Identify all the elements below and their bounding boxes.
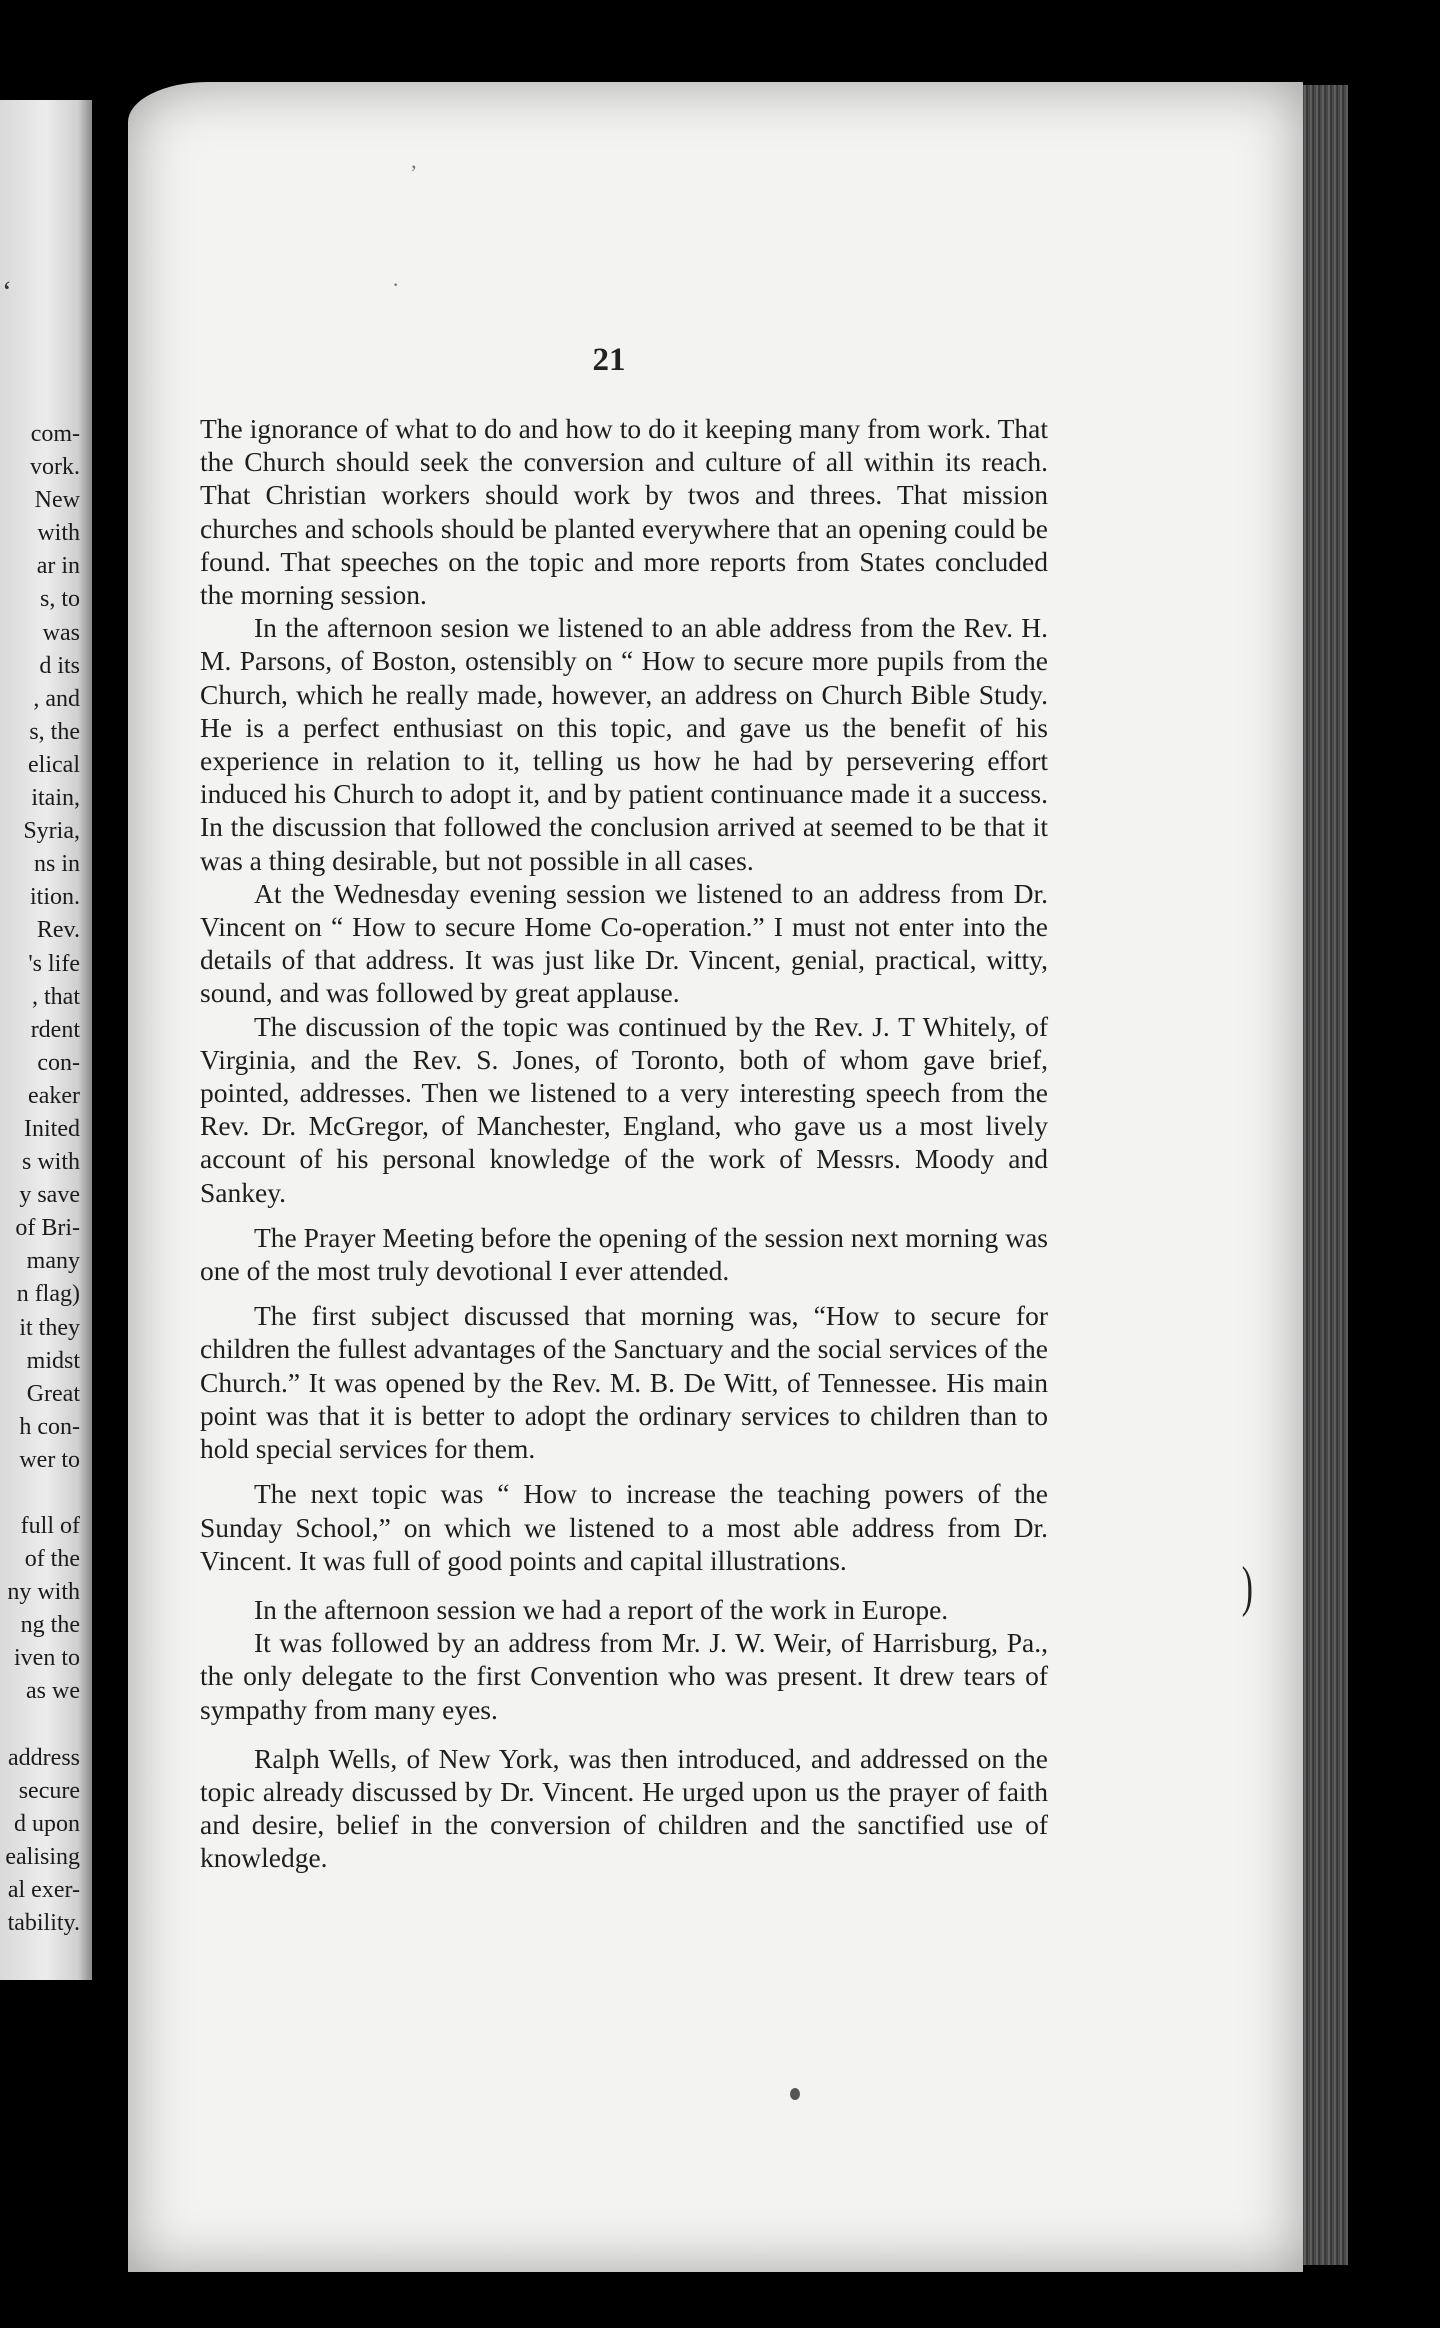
paragraph: The Prayer Meeting before the opening of the session next morning was one of the most truly devotional I ever attended. bbox=[200, 1221, 1048, 1287]
left-line: , and bbox=[33, 685, 80, 712]
left-line: ealising bbox=[5, 1843, 80, 1870]
ink-speck: ’ bbox=[410, 160, 418, 185]
paragraph: The first subject discussed that morning was, “How to secure for children the fullest advantages of the Sanctuary and the social services of the Church.” It was opened by the Rev. M. B. De Witt, of Tennessee. His main point was that it is better to adopt the ordinary services to children than to hold special services for them. bbox=[200, 1300, 1048, 1465]
left-paragraph-gap bbox=[0, 1709, 80, 1742]
paragraph: At the Wednesday evening session we listened to an address from Dr. Vincent on “ How to secure Home Co-operation.” I must not enter into the details of that address. It was just like Dr. Vincent, genial, practical, witty, sound, and was followed by great applause. bbox=[200, 877, 1048, 1009]
paragraph: It was followed by an address from Mr. J. W. Weir, of Harrisburg, Pa., the only delegate to the first Convention who was present. It drew tears of sympathy from many eyes. bbox=[200, 1627, 1048, 1725]
left-line: of the bbox=[24, 1546, 80, 1573]
left-line: 's life bbox=[28, 950, 80, 977]
left-line: Inited bbox=[24, 1115, 80, 1142]
left-line: ng the bbox=[20, 1612, 80, 1639]
left-line: , that bbox=[32, 983, 80, 1010]
paragraph: In the afternoon session we had a report of the work in Europe. bbox=[254, 1593, 949, 1625]
left-line: elical bbox=[28, 751, 80, 778]
paragraph: The next topic was “ How to increase the teaching powers of the Sunday School,” on which we listened to a most able address from Dr. Vincent. It was full of good points and capital illustrations. bbox=[200, 1478, 1048, 1576]
left-line: iven to bbox=[14, 1645, 80, 1672]
left-line: with bbox=[37, 520, 80, 547]
left-line: it they bbox=[19, 1314, 80, 1341]
paragraph: The discussion of the topic was continued by the Rev. J. T Whitely, of Virginia, and the Rev. S. Jones, of Toronto, both of whom gave brief, pointed, addresses. Then we listened to a very interesting speech from the Rev. Dr. McGregor, of Manchester, England, who gave us a most lively account of his personal knowledge of the work of Messrs. Moody and Sankey. bbox=[200, 1010, 1048, 1208]
left-line: s, the bbox=[29, 718, 80, 745]
left-line: y save bbox=[19, 1182, 80, 1209]
left-page-text-fragments bbox=[0, 418, 80, 1940]
left-line: ition. bbox=[29, 884, 80, 911]
left-line: con- bbox=[37, 1049, 80, 1076]
left-line: d upon bbox=[14, 1810, 80, 1837]
left-line: wer to bbox=[19, 1446, 80, 1473]
page-edges bbox=[1303, 85, 1348, 2265]
left-line: com- bbox=[30, 421, 80, 447]
ink-speck: · bbox=[392, 272, 400, 297]
left-line: al exer- bbox=[7, 1876, 80, 1903]
left-line: secure bbox=[18, 1777, 80, 1804]
paragraph: In the afternoon sesion we listened to an able address from the Rev. H. M. Parsons, of Boston, ostensibly on “ How to secure more pupils from the Church, which he really made, however, an address on Church Bible Study. He is a perfect enthusiast on this topic, and gave us the benefit of his experience in relation to it, telling us how he had by persevering effort induced his Church to adopt it, and by patient continuance made it a success. In the discussion that followed the conclusion arrived at seemed to be that it was a thing desirable, but not possible in all cases. bbox=[200, 612, 1048, 876]
left-line: midst bbox=[26, 1347, 80, 1374]
left-line: Rev. bbox=[36, 917, 80, 944]
left-line: was bbox=[42, 619, 80, 646]
left-line: h con- bbox=[19, 1413, 80, 1440]
left-line: eaker bbox=[28, 1082, 80, 1109]
left-line: New bbox=[34, 487, 80, 514]
left-line: many bbox=[26, 1248, 80, 1275]
left-line: address bbox=[8, 1744, 80, 1771]
left-line: as we bbox=[26, 1678, 80, 1705]
left-line: ny with bbox=[7, 1579, 80, 1606]
margin-bracket-mark: ) bbox=[1241, 1556, 1253, 1618]
left-line: Syria, bbox=[23, 818, 80, 845]
left-line: itain, bbox=[31, 785, 80, 812]
paragraph: Ralph Wells, of New York, was then introduced, and addressed on the topic already discussed by Dr. Vincent. He urged upon us the prayer of faith and desire, belief in the conversion of children and the sanctified use of knowledge. bbox=[200, 1742, 1048, 1874]
left-line: Great bbox=[26, 1380, 80, 1407]
ink-dot bbox=[790, 2088, 800, 2100]
left-line: of Bri- bbox=[15, 1215, 80, 1242]
left-line: ar in bbox=[36, 553, 80, 580]
ink-mark: ‘ bbox=[2, 275, 12, 308]
left-line: d its bbox=[39, 652, 80, 679]
left-line: vork. bbox=[30, 454, 80, 481]
left-line: tability. bbox=[7, 1910, 80, 1937]
left-line: s, to bbox=[39, 586, 80, 613]
left-facing-page bbox=[0, 100, 92, 1980]
left-line: rdent bbox=[30, 1016, 80, 1043]
left-line: ns in bbox=[33, 851, 80, 878]
left-paragraph-gap bbox=[0, 1477, 80, 1510]
page-number: 21 bbox=[592, 342, 626, 378]
paragraph: The ignorance of what to do and how to do it keeping many from work. That the Church should seek the conversion and culture of all within its reach. That Christian workers should work by twos and threes. That mission churches and schools should be planted everywhere that an opening could be found. That speeches on the topic and more reports from States concluded the morning session. bbox=[200, 413, 1048, 611]
page-body-text bbox=[200, 412, 1048, 1875]
left-line: n flag) bbox=[16, 1281, 80, 1308]
left-line: full of bbox=[20, 1513, 80, 1539]
left-line: s with bbox=[21, 1149, 80, 1176]
